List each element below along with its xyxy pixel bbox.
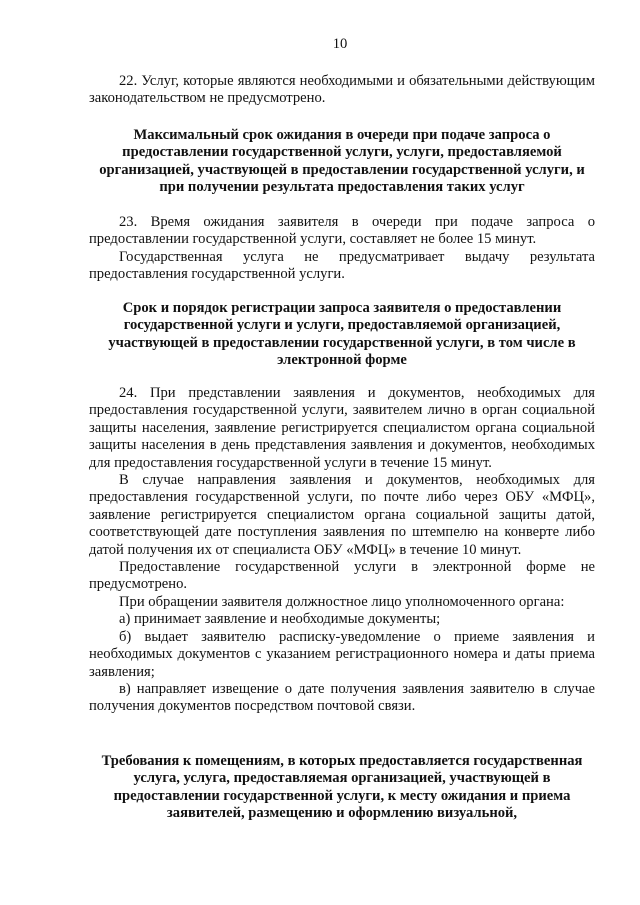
section-24 [89, 385, 595, 716]
paragraph-24-electronic: Предоставление государственной услуги в электронной форме не предусмотрено. [89, 559, 595, 593]
heading-premises [89, 753, 595, 823]
list-item-a: а) принимает заявление и необходимые документы; [119, 611, 441, 628]
heading-registration [89, 300, 595, 370]
section-22 [89, 73, 595, 108]
paragraph-24: 24. При представлении заявления и документов, необходимых для предоставления государственной услуги, заявителем лично в орган социальной защиты населения, заявление регистрируется специалистом органа социальной защиты населения в день представления заявления и документов, необходимых для предоставления государственной услуги в течение 15 минут. [89, 385, 595, 471]
paragraph-22: 22. Услуг, которые являются необходимыми и обязательными действующим законодательством не предусмотрено. [89, 73, 595, 107]
paragraph-23-result: Государственная услуга не предусматривает выдачу результата предоставления государственной услуги. [89, 248, 595, 283]
heading-waiting-time [89, 127, 595, 197]
list-item-v: в) направляет извещение о дате получения заявления заявителю в случае получения документов посредством почтовой связи. [89, 680, 595, 715]
section-23 [89, 214, 595, 284]
section-heading: Требования к помещениям, в которых предоставляется государственная услуга, услуга, предоставляемая организацией, участвующей в предоставлении государственной услуги, к месту ожидания и приема заявителей, размещению и оформлению визуальной, [101, 753, 583, 822]
page-number: 10 [332, 36, 348, 52]
paragraph-24-official: При обращении заявителя должностное лицо уполномоченного органа: [119, 593, 565, 610]
list-item-b: б) выдает заявителю расписку-уведомление о приеме заявления и необходимых документов с указанием регистрационного номера и даты приема заявления; [89, 628, 595, 680]
paragraph-23: 23. Время ожидания заявителя в очереди при подаче запроса о предоставлении государственной услуги, составляет не более 15 минут. [89, 214, 595, 248]
section-heading: Максимальный срок ожидания в очереди при подаче запроса о предоставлении государственной услуги, услуги, предоставляемой организацией, участвующей в предоставлении государственной услуги, и при получении результата предоставления таких услуг [99, 127, 585, 196]
section-heading: Срок и порядок регистрации запроса заявителя о предоставлении государственной услуги и услуги, предоставляемой организацией, участвующей в предоставлении государственной услуги, в том числе в электронной форме [108, 300, 576, 369]
paragraph-24-mail: В случае направления заявления и документов, необходимых для предоставления государственной услуги, по почте либо через ОБУ «МФЦ», заявление регистрируется специалистом органа социальной защиты датой, соответствующей дате поступления заявления по штемпелю на конверте либо датой получения их от специалиста ОБУ «МФЦ» в течение 10 минут. [89, 472, 595, 558]
